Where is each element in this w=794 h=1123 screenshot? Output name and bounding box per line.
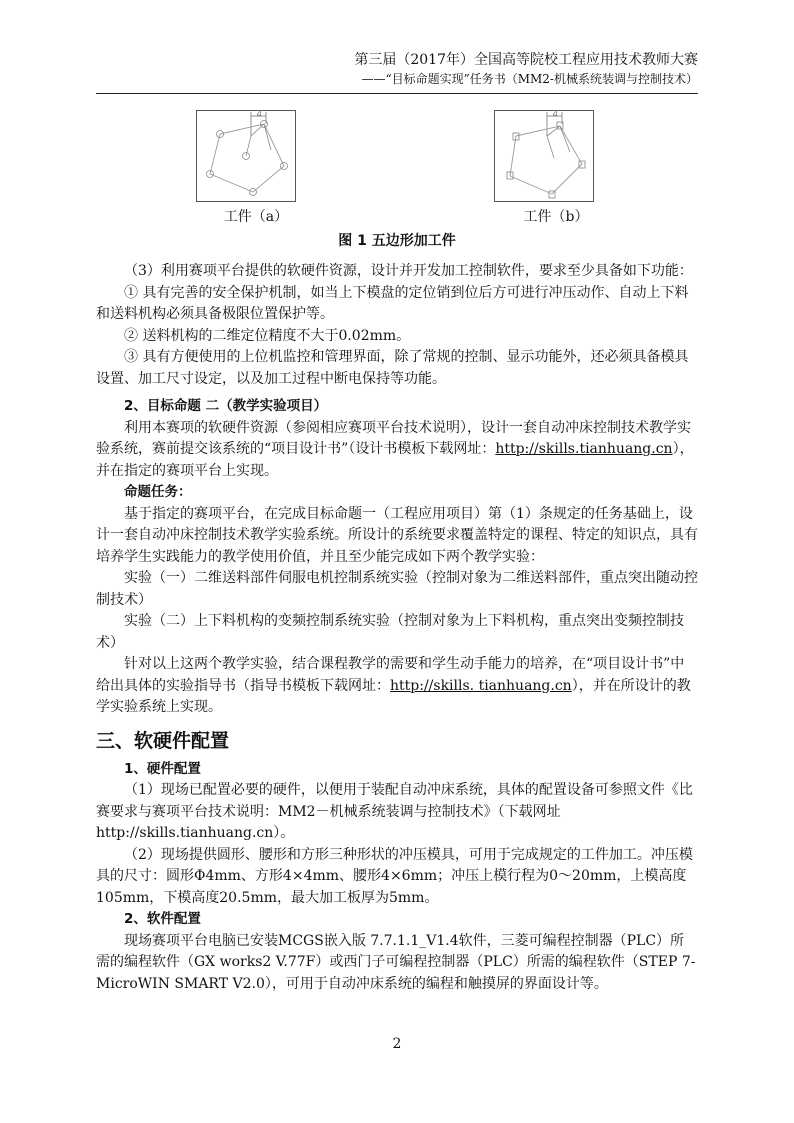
paragraph-hardware-1: （1）现场已配置必要的硬件，以便用于装配自动冲床系统，具体的配置设备可参照文件《比赛要求与赛项平台技术说明：MM2－机械系统装调与控制技术》（下载网址http://skills.tianhuang.cn）。 bbox=[96, 782, 693, 841]
guide-template-link[interactable]: http://skills. tianhuang.cn bbox=[390, 677, 572, 694]
paragraph-item-1: ① 具有完善的安全保护机制，如当上下模盘的定位销到位后方可进行冲压动作、自动上下料和送料机构必须具备极限位置保护等。 bbox=[96, 284, 689, 322]
paragraph-task: 基于指定的赛项平台，在完成目标命题一（工程应用项目）第（1）条规定的任务基础上，设计一套自动冲床控制技术教学实验系统。所设计的系统要求覆盖特定的课程、特定的知识点，具有培养学生实践能力的教学使用价值，并且至少能完成如下两个教学实验： bbox=[96, 505, 698, 565]
paragraph-hardware-2: （2）现场提供圆形、腰形和方形三种形状的冲压模具，可用于完成规定的工件加工。冲压模具的尺寸：圆形Φ4mm、方形4×4mm、腰形4×6mm；冲压上模行程为0～20mm，上模高度105mm，下模高度20.5mm，最大加工板厚为5mm。 bbox=[96, 846, 693, 906]
dimension-label-b: a bbox=[553, 110, 558, 118]
paragraph-experiment-2: 实验（二）上下料机构的变频控制系统实验（控制对象为上下料机构，重点突出变频控制技术） bbox=[96, 613, 684, 651]
paragraph-guide: 针对以上这两个教学实验，结合课程教学的需要和学生动手能力的培养，在“项目设计书”中给出具体的实验指导书（指导书模板下载网址：http://skills. tianhuang.cn），并在所设计的教学实验系统上实现。 bbox=[96, 656, 691, 715]
figure-caption-a: 工件（a） bbox=[223, 209, 289, 225]
figure-workpiece-a bbox=[196, 110, 296, 202]
page-number: 2 bbox=[392, 1036, 402, 1052]
paragraph-software: 现场赛项平台电脑已安装MCGS嵌入版 7.7.1.1_V1.4软件，三菱可编程控制器（PLC）所需的编程软件（GX works2 V.77F）或西门子可编程控制器（PLC）所需的编程软件（STEP 7-MicroWIN SMART V2.0），可用于自动冲床系统的编程和触摸屏的界面设计等。 bbox=[96, 932, 696, 992]
document-body bbox=[96, 261, 698, 995]
heading-software: 2、软件配置 bbox=[124, 911, 201, 927]
header-rule bbox=[96, 93, 698, 94]
paragraph-item-3: ③ 具有方便使用的上位机监控和管理界面，除了常规的控制、显示功能外，还必须具备模具设置、加工尺寸设定，以及加工过程中断电保持等功能。 bbox=[96, 349, 689, 387]
paragraph-requirements: （3）利用赛项平台提供的软硬件资源，设计并开发加工控制软件，要求至少具备如下功能： bbox=[124, 263, 693, 279]
heading-target-2: 2、目标命题 二（教学实验项目） bbox=[124, 398, 328, 414]
design-template-link[interactable]: http://skills.tianhuang.cn bbox=[495, 441, 673, 457]
paragraph-experiment-1: 实验（一）二维送料部件伺服电机控制系统实验（控制对象为二维送料部件，重点突出随动控制技术） bbox=[96, 570, 698, 608]
heading-hardware: 1、硬件配置 bbox=[124, 760, 201, 777]
figure-caption-b: 工件（b） bbox=[523, 209, 589, 225]
dimension-label-a: a bbox=[257, 110, 262, 118]
section-heading-3: 三、软硬件配置 bbox=[96, 729, 230, 752]
figure-title: 图 1 五边形加工件 bbox=[338, 233, 456, 249]
paragraph-item-2: ② 送料机构的二维定位精度不大于0.02mm。 bbox=[124, 327, 411, 344]
figure-workpiece-b bbox=[494, 110, 594, 202]
page-header bbox=[354, 50, 698, 88]
paragraph-target-2: 利用本赛项的软硬件资源（参阅相应赛项平台技术说明），设计一套自动冲床控制技术教学实验系统，赛前提交该系统的“项目设计书”（设计书模板下载网址：http://skills.tianhuang.cn），并在指定的赛项平台上实现。 bbox=[96, 419, 694, 479]
heading-task: 命题任务： bbox=[124, 484, 192, 500]
header-line-1: 第三届（2017年）全国高等院校工程应用技术教师大赛 bbox=[354, 52, 698, 68]
header-line-2: ——“目标命题实现”任务书（MM2-机械系统装调与控制技术） bbox=[361, 72, 698, 86]
